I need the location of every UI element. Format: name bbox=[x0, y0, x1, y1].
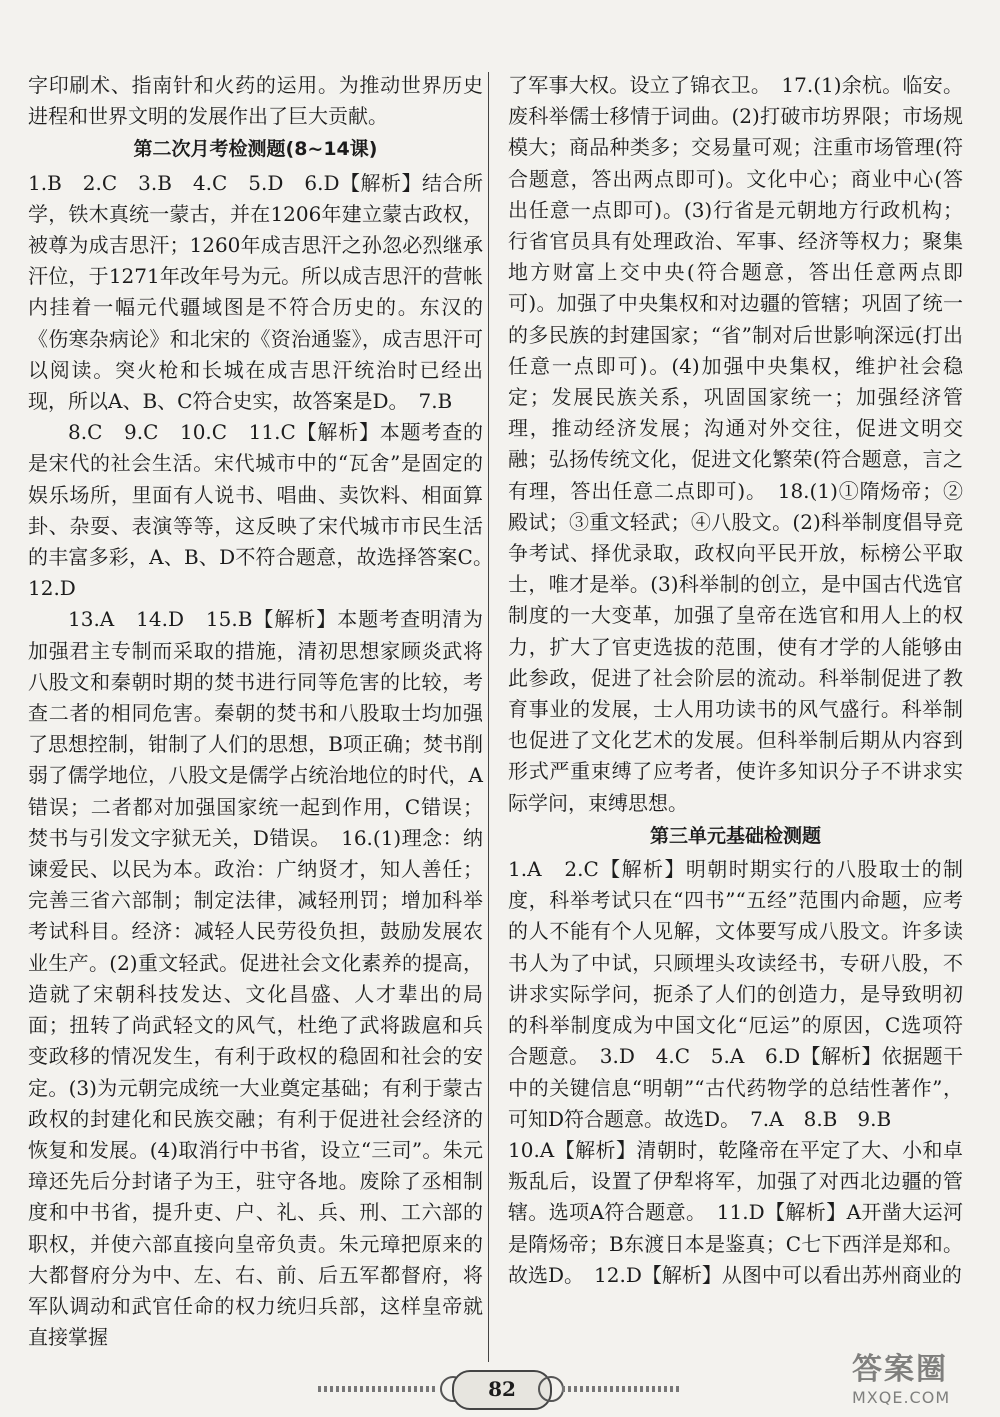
watermark-logo bbox=[852, 1344, 992, 1410]
flourish-icon bbox=[538, 1376, 564, 1402]
watermark-url: MXQE.COM bbox=[852, 1388, 951, 1407]
left-column bbox=[28, 70, 503, 1353]
footer-ornament-line bbox=[318, 1386, 438, 1392]
page-number: 82 bbox=[452, 1370, 552, 1410]
page-footer bbox=[0, 1368, 1000, 1408]
paragraph: 字印刷术、指南针和火药的运用。为推动世界历史进程和世界文明的发展作出了巨大贡献。 bbox=[28, 73, 483, 129]
section-heading: 第三单元基础检测题 bbox=[649, 824, 821, 847]
paragraph: 13.A 14.D 15.B【解析】本题考查明清为加强君主专制而采取的措施，清初思想家顾炎武将八股文和秦朝时期的焚书进行同等危害的比较，考查二者的相同危害。秦朝的焚书和八股取士均加强了思想控制，钳制了人们的思想，B项正确；焚书削弱了儒学地位，八股文是儒学占统治地位的时代，A错误；二者都对加强国家统一起到作用，C错误；焚书与引发文字狱无关，D错误。 16.(1)理念：纳谏爱民、以民为本。政治：广纳贤才，知人善任；完善三省六部制；制定法律，减轻刑罚；增加科举考试科目。经济：减轻人民劳役负担，鼓励发展农业生产。(2)重文轻武。促进社会文化素养的提高，造就了宋朝科技发达、文化昌盛、人才辈出的局面；扭转了尚武轻文的风气，杜绝了武将跋扈和兵变政移的情况发生，有利于政权的稳固和社会的安定。(3)为元朝完成统一大业奠定基础；有利于蒙古政权的封建化和民族交融；有利于促进社会经济的恢复和发展。(4)取消行中书省，设立“三司”。朱元璋还先后分封诸子为王，驻守各地。废除了丞相制度和中书省，提升吏、户、礼、兵、刑、工六部的职权，并使六部直接向皇帝负责。朱元璋把原来的大都督府分为中、左、右、前、后五军都督府，将军队调动和武官任命的权力统归兵部，这样皇帝就直接掌握 bbox=[28, 607, 483, 1350]
paragraph: 10.A【解析】清朝时，乾隆帝在平定了大、小和卓叛乱后，设置了伊犁将军，加强了对西北边疆的管辖。选项A符合题意。 11.D【解析】A开凿大运河是隋炀帝；B东渡日本是鉴真；C七下西洋是郑和。故选D。 12.D【解析】从图中可以看出苏州商业的 bbox=[508, 1137, 963, 1287]
watermark-title: 答案圈 bbox=[852, 1352, 948, 1387]
column-divider bbox=[488, 72, 489, 1362]
right-column bbox=[508, 70, 963, 1291]
paragraph: 1.A 2.C【解析】明朝时期实行的八股取士的制度，科举考试只在“四书”“五经”范围内命题，应考的人不能有个人见解，文体要写成八股文。许多读书人为了中试，只顾埋头攻读经书，专研八股，不讲求实际学问，扼杀了人们的创造力，是导致明初的科举制度成为中国文化“厄运”的原因，C选项符合题意。 3.D 4.C 5.A 6.D【解析】依据题干中的关键信息“明朝”“古代药物学的总结性著作”，可知D符合题意。故选D。 7.A 8.B 9.B bbox=[508, 857, 963, 1131]
paragraph: 8.C 9.C 10.C 11.C【解析】本题考查的是宋代的社会生活。宋代城市中的“瓦舍”是固定的娱乐场所，里面有人说书、唱曲、卖饮料、相面算卦、杂耍、表演等等，这反映了宋代城市市民生活的丰富多彩，A、B、D不符合题意，故选择答案C。 12.D bbox=[28, 420, 503, 601]
footer-ornament-line bbox=[562, 1386, 682, 1392]
section-heading: 第二次月考检测题(8~14课) bbox=[133, 138, 378, 161]
paragraph: 1.B 2.C 3.B 4.C 5.D 6.D【解析】结合所学，铁木真统一蒙古，并在1206年建立蒙古政权，被尊为成吉思汗；1260年成吉思汗之孙忽必烈继承汗位，于1271年改年号为元。所以成吉思汗的营帐内挂着一幅元代疆域图是不符合历史的。东汉的《伤寒杂病论》和北宋的《资治通鉴》，成吉思汗可以阅读。突火枪和长城在成吉思汗统治时已经出现，所以A、B、C符合史实，故答案是D。 7.B bbox=[28, 170, 483, 414]
paragraph: 了军事大权。设立了锦衣卫。 17.(1)余杭。临安。废科举儒士移情于词曲。(2)打破市坊界限；市场规模大；商品种类多；交易量可观；注重市场管理(符合题意，答出两点即可)。文化中心；商业中心(答出任意一点即可)。(3)行省是元朝地方行政机构；行省官员具有处理政治、军事、经济等权力；聚集地方财富上交中央(符合题意，答出任意两点即可)。加强了中央集权和对边疆的管辖；巩固了统一的多民族的封建国家；“省”制对后世影响深远(打出任意一点即可)。(4)加强中央集权，维护社会稳定；发展民族关系，巩固国家统一；加强经济管理，推动经济发展；沟通对外交往，促进文明交融；弘扬传统文化，促进文化繁荣(符合题意，言之有理，答出任意二点即可)。 18.(1)①隋炀帝；②殿试；③重文轻武；④八股文。(2)科举制度倡导竞争考试、择优录取，政权向平民开放，标榜公平取士，唯才是举。(3)科举制的创立，是中国古代选官制度的一大变革，加强了皇帝在选官和用人上的权力，扩大了官吏选拔的范围，使有才学的人能够由此参政，促进了社会阶层的流动。科举制促进了教育事业的发展，士人用功读书的风气盛行。科举制也促进了文化艺术的发展。但科举制后期从内容到形式严重束缚了应考者，使许多知识分子不讲求实际学问，束缚思想。 bbox=[508, 73, 963, 815]
